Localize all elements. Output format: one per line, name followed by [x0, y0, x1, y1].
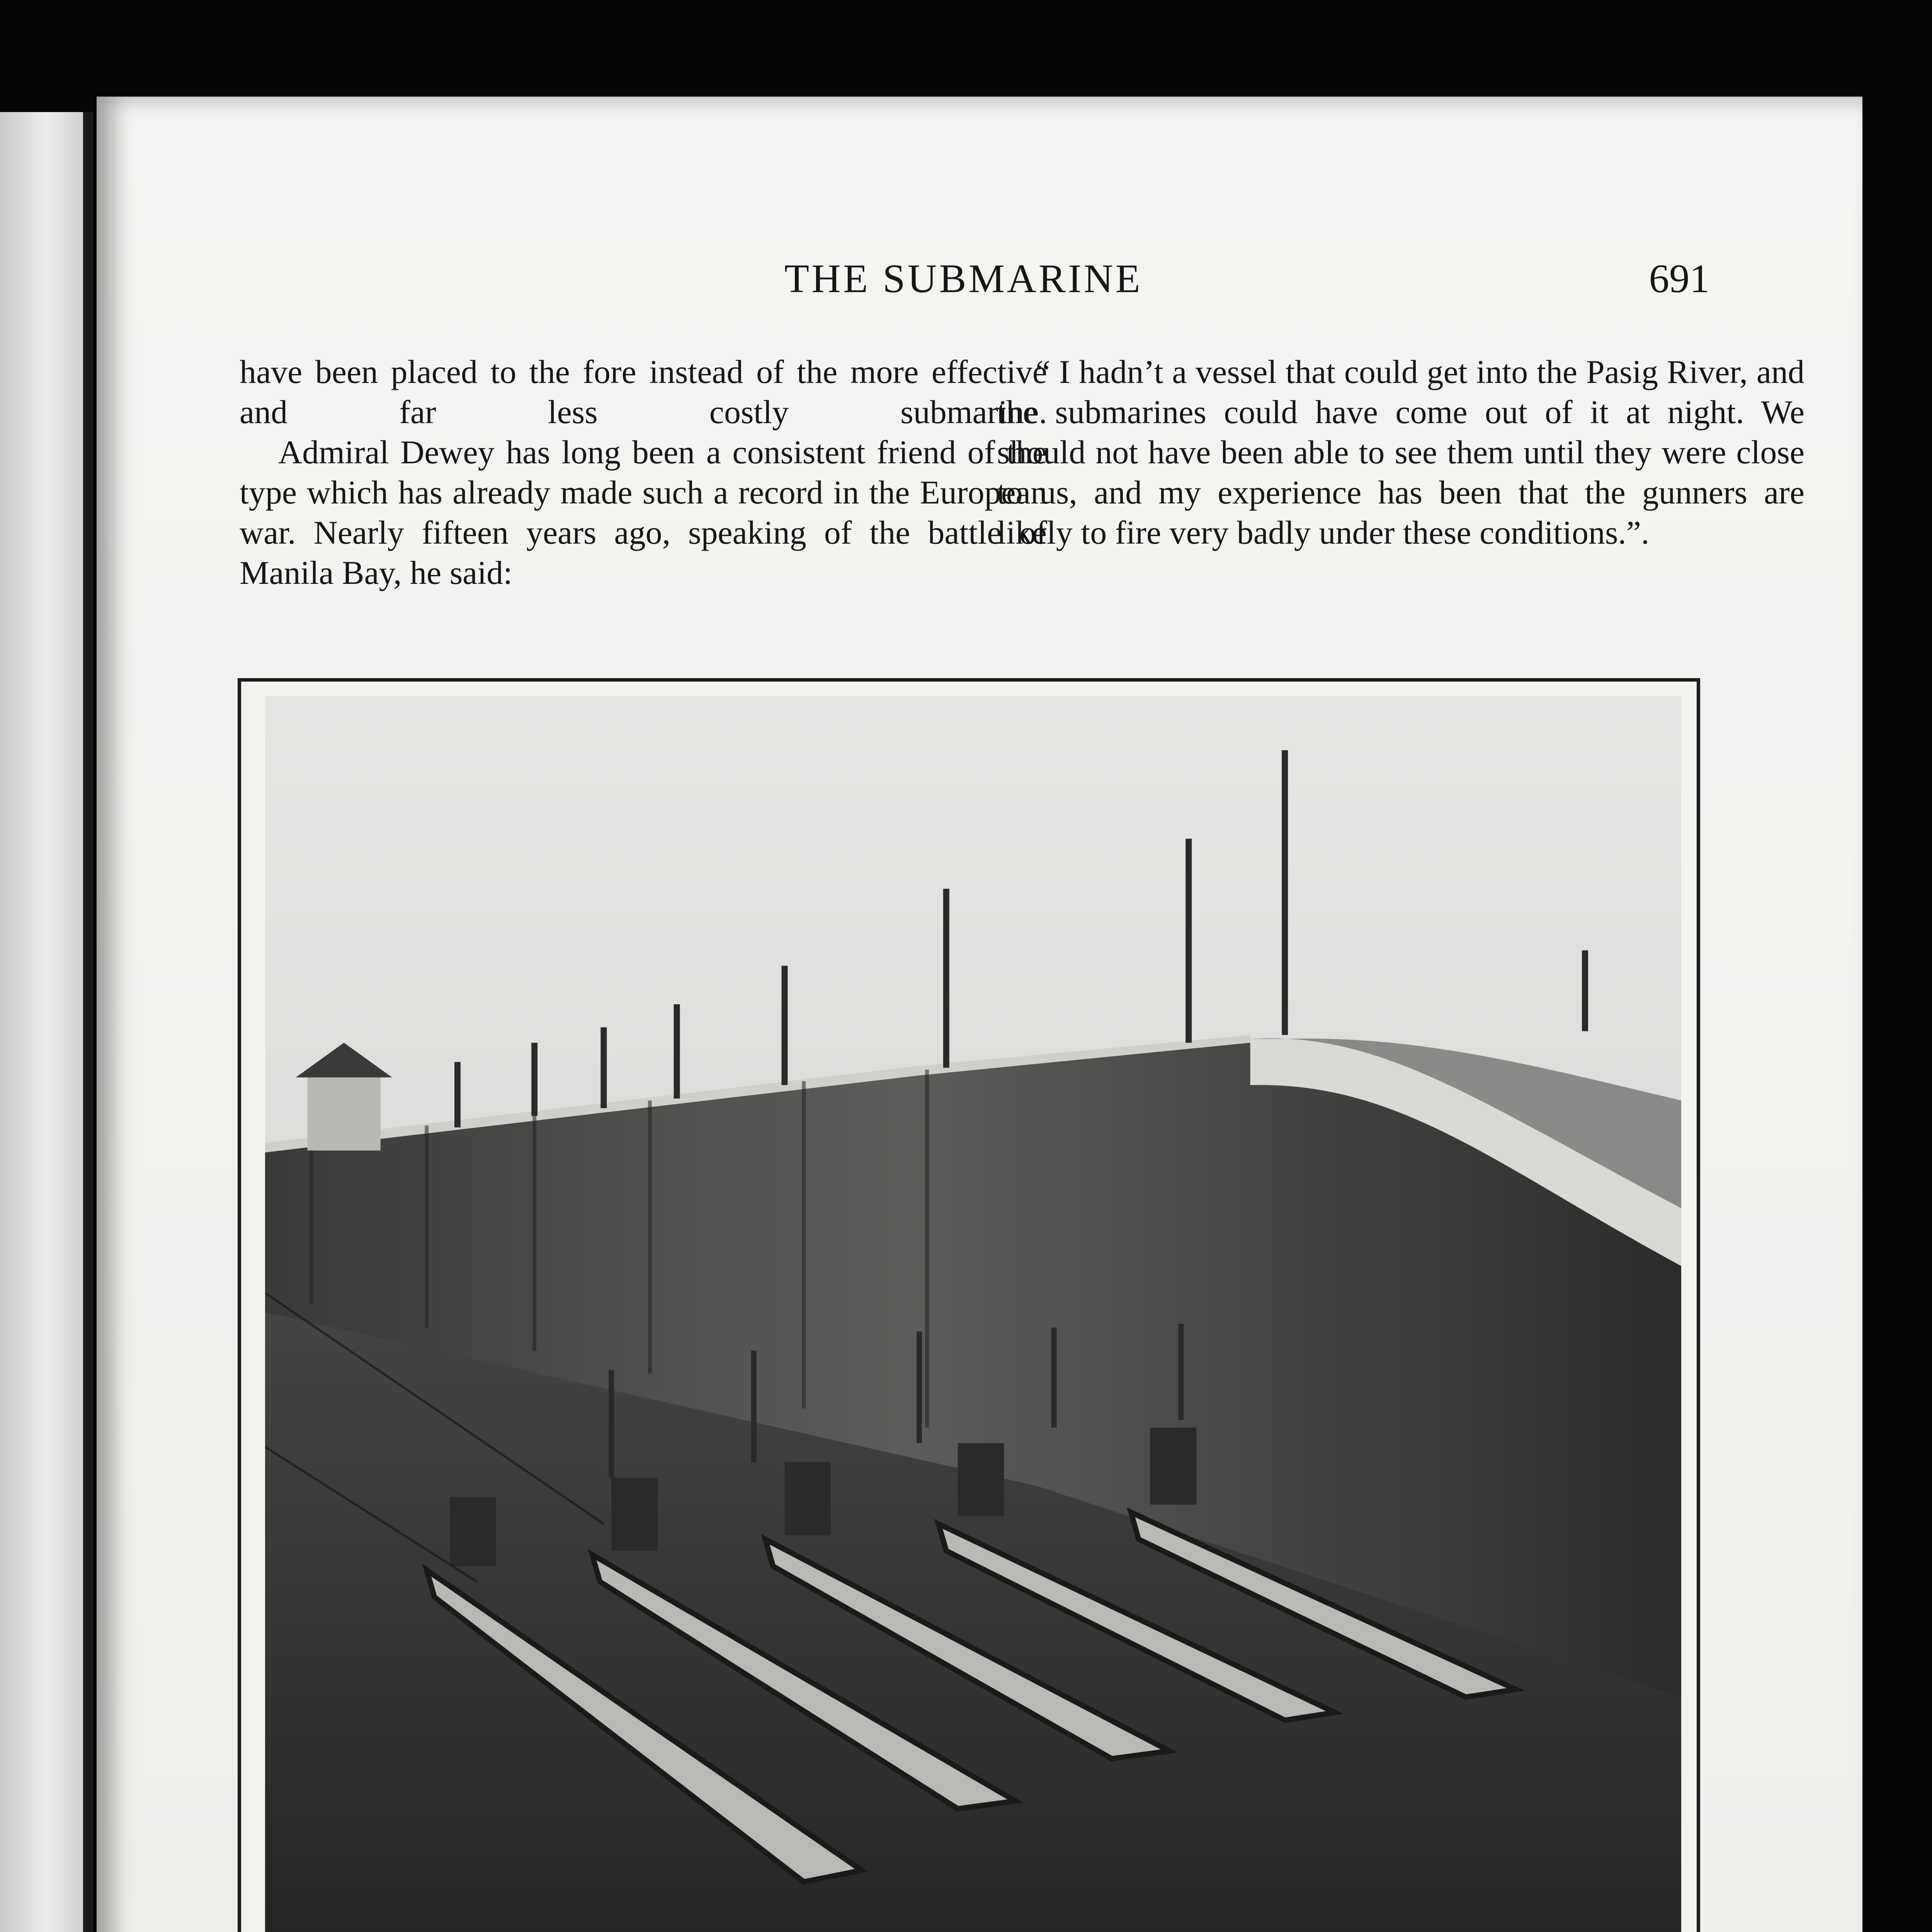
running-title: THE SUBMARINE	[784, 256, 1143, 301]
previous-page-edge	[0, 112, 93, 1932]
photograph-submarines-gatun-locks	[265, 696, 1681, 1932]
quote-paragraph: “ I hadn’t a vessel that could get into the Pasig River, and the submarines could have come out of it at night. We should not have been able to see them until they were close to us, and my experience has been that the gunners are likely to fire very badly under these conditions.”.	[997, 353, 1804, 551]
top-right-column	[997, 352, 1804, 553]
paragraph: Admiral Dewey has long been a consistent friend of the type which has already made such a record in the European war. Nearly fifteen years ago, speaking of the battle of Manila Bay, he said:	[240, 434, 1047, 591]
photograph-frame	[238, 678, 1700, 1932]
paragraph: have been placed to the fore instead of the more effective and far less costly submarine.	[240, 353, 1047, 430]
magazine-page	[97, 97, 1862, 1932]
page-number: 691	[1649, 256, 1710, 301]
top-left-column	[240, 352, 1047, 593]
